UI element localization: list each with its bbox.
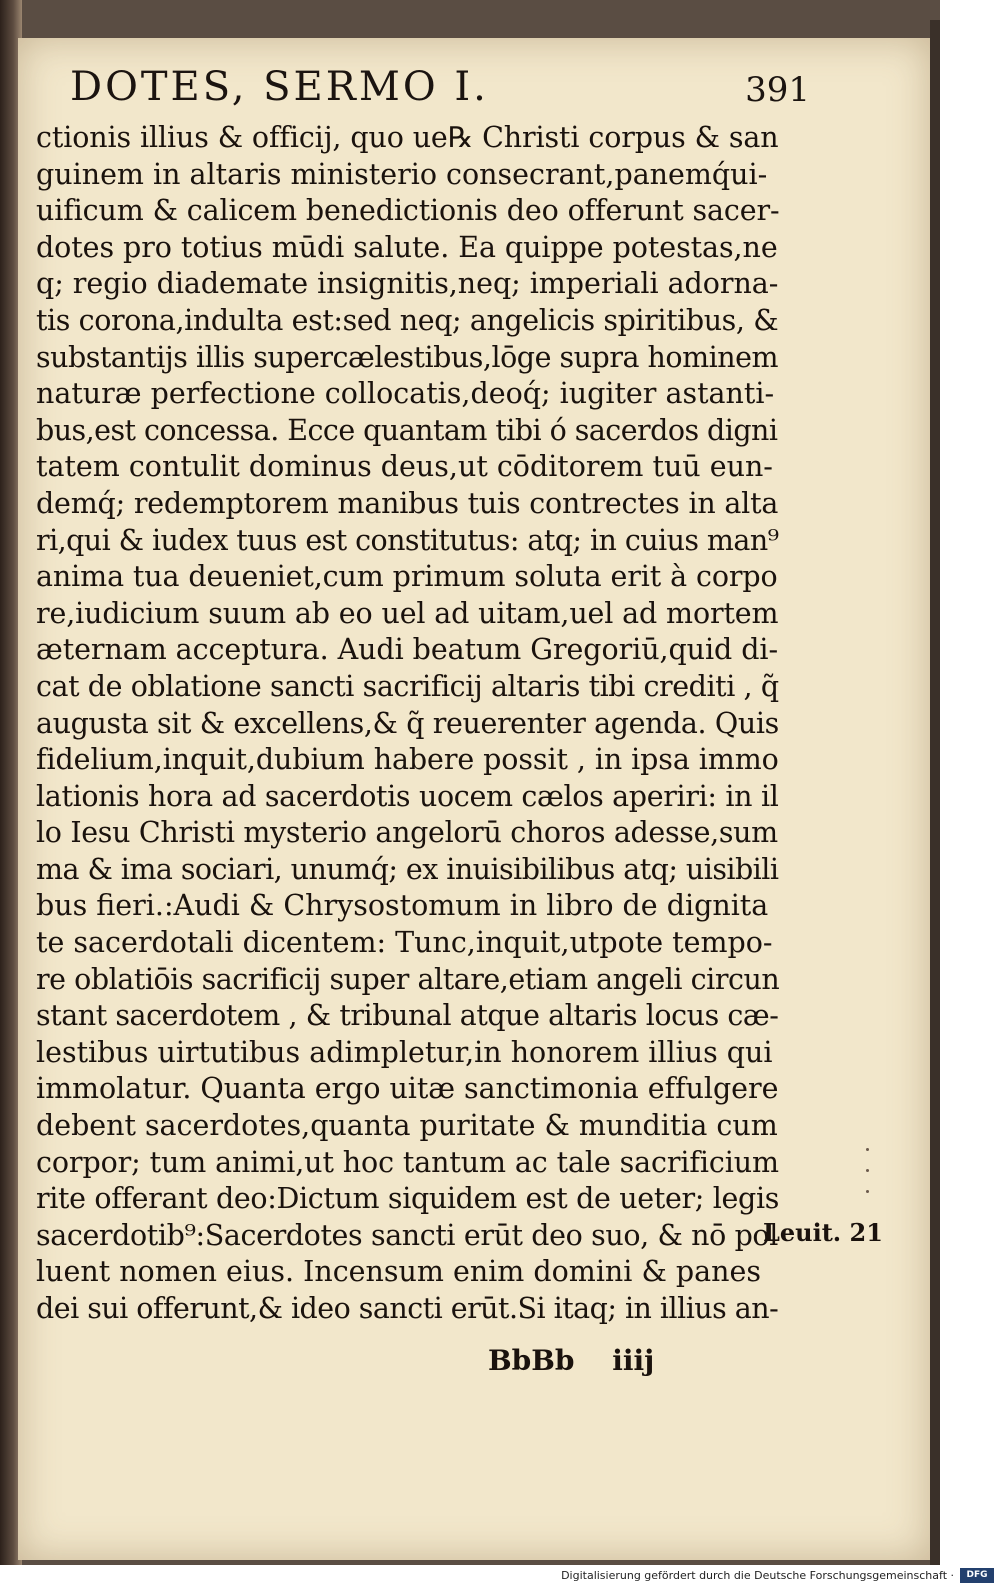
text-line: cat de oblatione sancti sacrificij altaris tibi crediti , q̃ [36,669,779,703]
text-line: rite offerant deo:Dictum siquidem est de ueter; legis [36,1182,780,1216]
text-line: substantijs illis supercælestibus,lōge supra hominem [36,340,779,374]
text-line: ri,qui & iudex tuus est constitutus: atq; in cuius man⁹ [36,523,779,557]
page-edge [930,20,940,1565]
text-line: ctionis illius & officij, quo ue℞ Christi corpus & san [36,121,779,154]
text-line: dotes pro totius mūdi salute. Ea quippe potestas,ne [36,230,778,264]
text-line: lestibus uirtutibus adimpletur,in honorem illius qui [36,1035,773,1069]
text-line: dei sui offerunt,& ideo sancti erūt.Si itaq; in illius an- [36,1292,779,1325]
text-block [36,120,778,1328]
text-line: tis corona,indulta est:sed neq; angelicis spiritibus, & [36,303,779,337]
text-line: anima tua deueniet,cum primum soluta erit à corpo [36,560,778,594]
page-number: 391 [745,70,810,110]
text-line: demq́; redemptorem manibus tuis contrectes in alta [36,486,779,520]
text-line: bus,est concessa. Ecce quantam tibi ó sacerdos digni [36,413,778,447]
dfg-logo: DFG [960,1568,994,1583]
text-line: stant sacerdotem , & tribunal atque altaris locus cæ- [36,999,779,1033]
text-line: re oblatiōis sacrificij super altare,etiam angeli circun [36,962,780,996]
text-line: lo Iesu Christi mysterio angelorū choros adesse,sum [36,816,778,850]
text-line: sacerdotib⁹:Sacerdotes sancti erūt deo suo, & nō pol [36,1218,778,1252]
text-line: re,iudicium suum ab eo uel ad uitam,uel ad mortem [36,596,779,630]
margin-specks [866,1148,872,1228]
marginal-note: Leuit. 21 [763,1218,883,1247]
text-line: debent sacerdotes,quanta puritate & munditia cum [36,1109,778,1143]
text-line: ma & ima sociari, unumq́; ex inuisibilibus atq; uisibili [36,852,779,886]
text-line: te sacerdotali dicentem: Tunc,inquit,utpote tempo- [36,926,773,960]
text-line: æternam acceptura. Audi beatum Gregoriū,quid di- [36,633,779,667]
text-line: guinem in altaris ministerio consecrant,panemq́ui- [36,157,768,191]
footer-credit: Digitalisierung gefördert durch die Deutsche Forschungsgemeinschaft · [561,1569,954,1582]
text-line: fidelium,inquit,dubium habere possit , in ipsa immo [36,743,779,777]
text-line: augusta sit & excellens,& q̃ reuerenter agenda. Quis [36,706,779,740]
running-head [70,56,810,116]
signature-mark: BbBb iiij [488,1344,655,1377]
running-title: DOTES, SERMO I. [70,64,489,110]
text-line: lationis hora ad sacerdotis uocem cælos aperiri: in il [36,779,779,813]
text-line: luent nomen eius. Incensum enim domini & panes [36,1255,761,1289]
footer-bar [0,1565,1000,1593]
text-line: corpor; tum animi,ut hoc tantum ac tale sacrificium [36,1145,779,1179]
text-line: immolatur. Quanta ergo uitæ sanctimonia effulgere [36,1072,779,1106]
text-line: uificum & calicem benedictionis deo offerunt sacer- [36,194,780,228]
text-line: bus fieri.:Audi & Chrysostomum in libro de dignita [36,889,769,923]
text-line: q; regio diademate insignitis,neq; imperiali adorna- [36,267,779,301]
text-line: naturæ perfectione collocatis,deoq́; iugiter astanti- [36,377,775,411]
text-line: tatem contulit dominus deus,ut cōditorem tuū eun- [36,450,773,484]
book-page [18,38,930,1560]
